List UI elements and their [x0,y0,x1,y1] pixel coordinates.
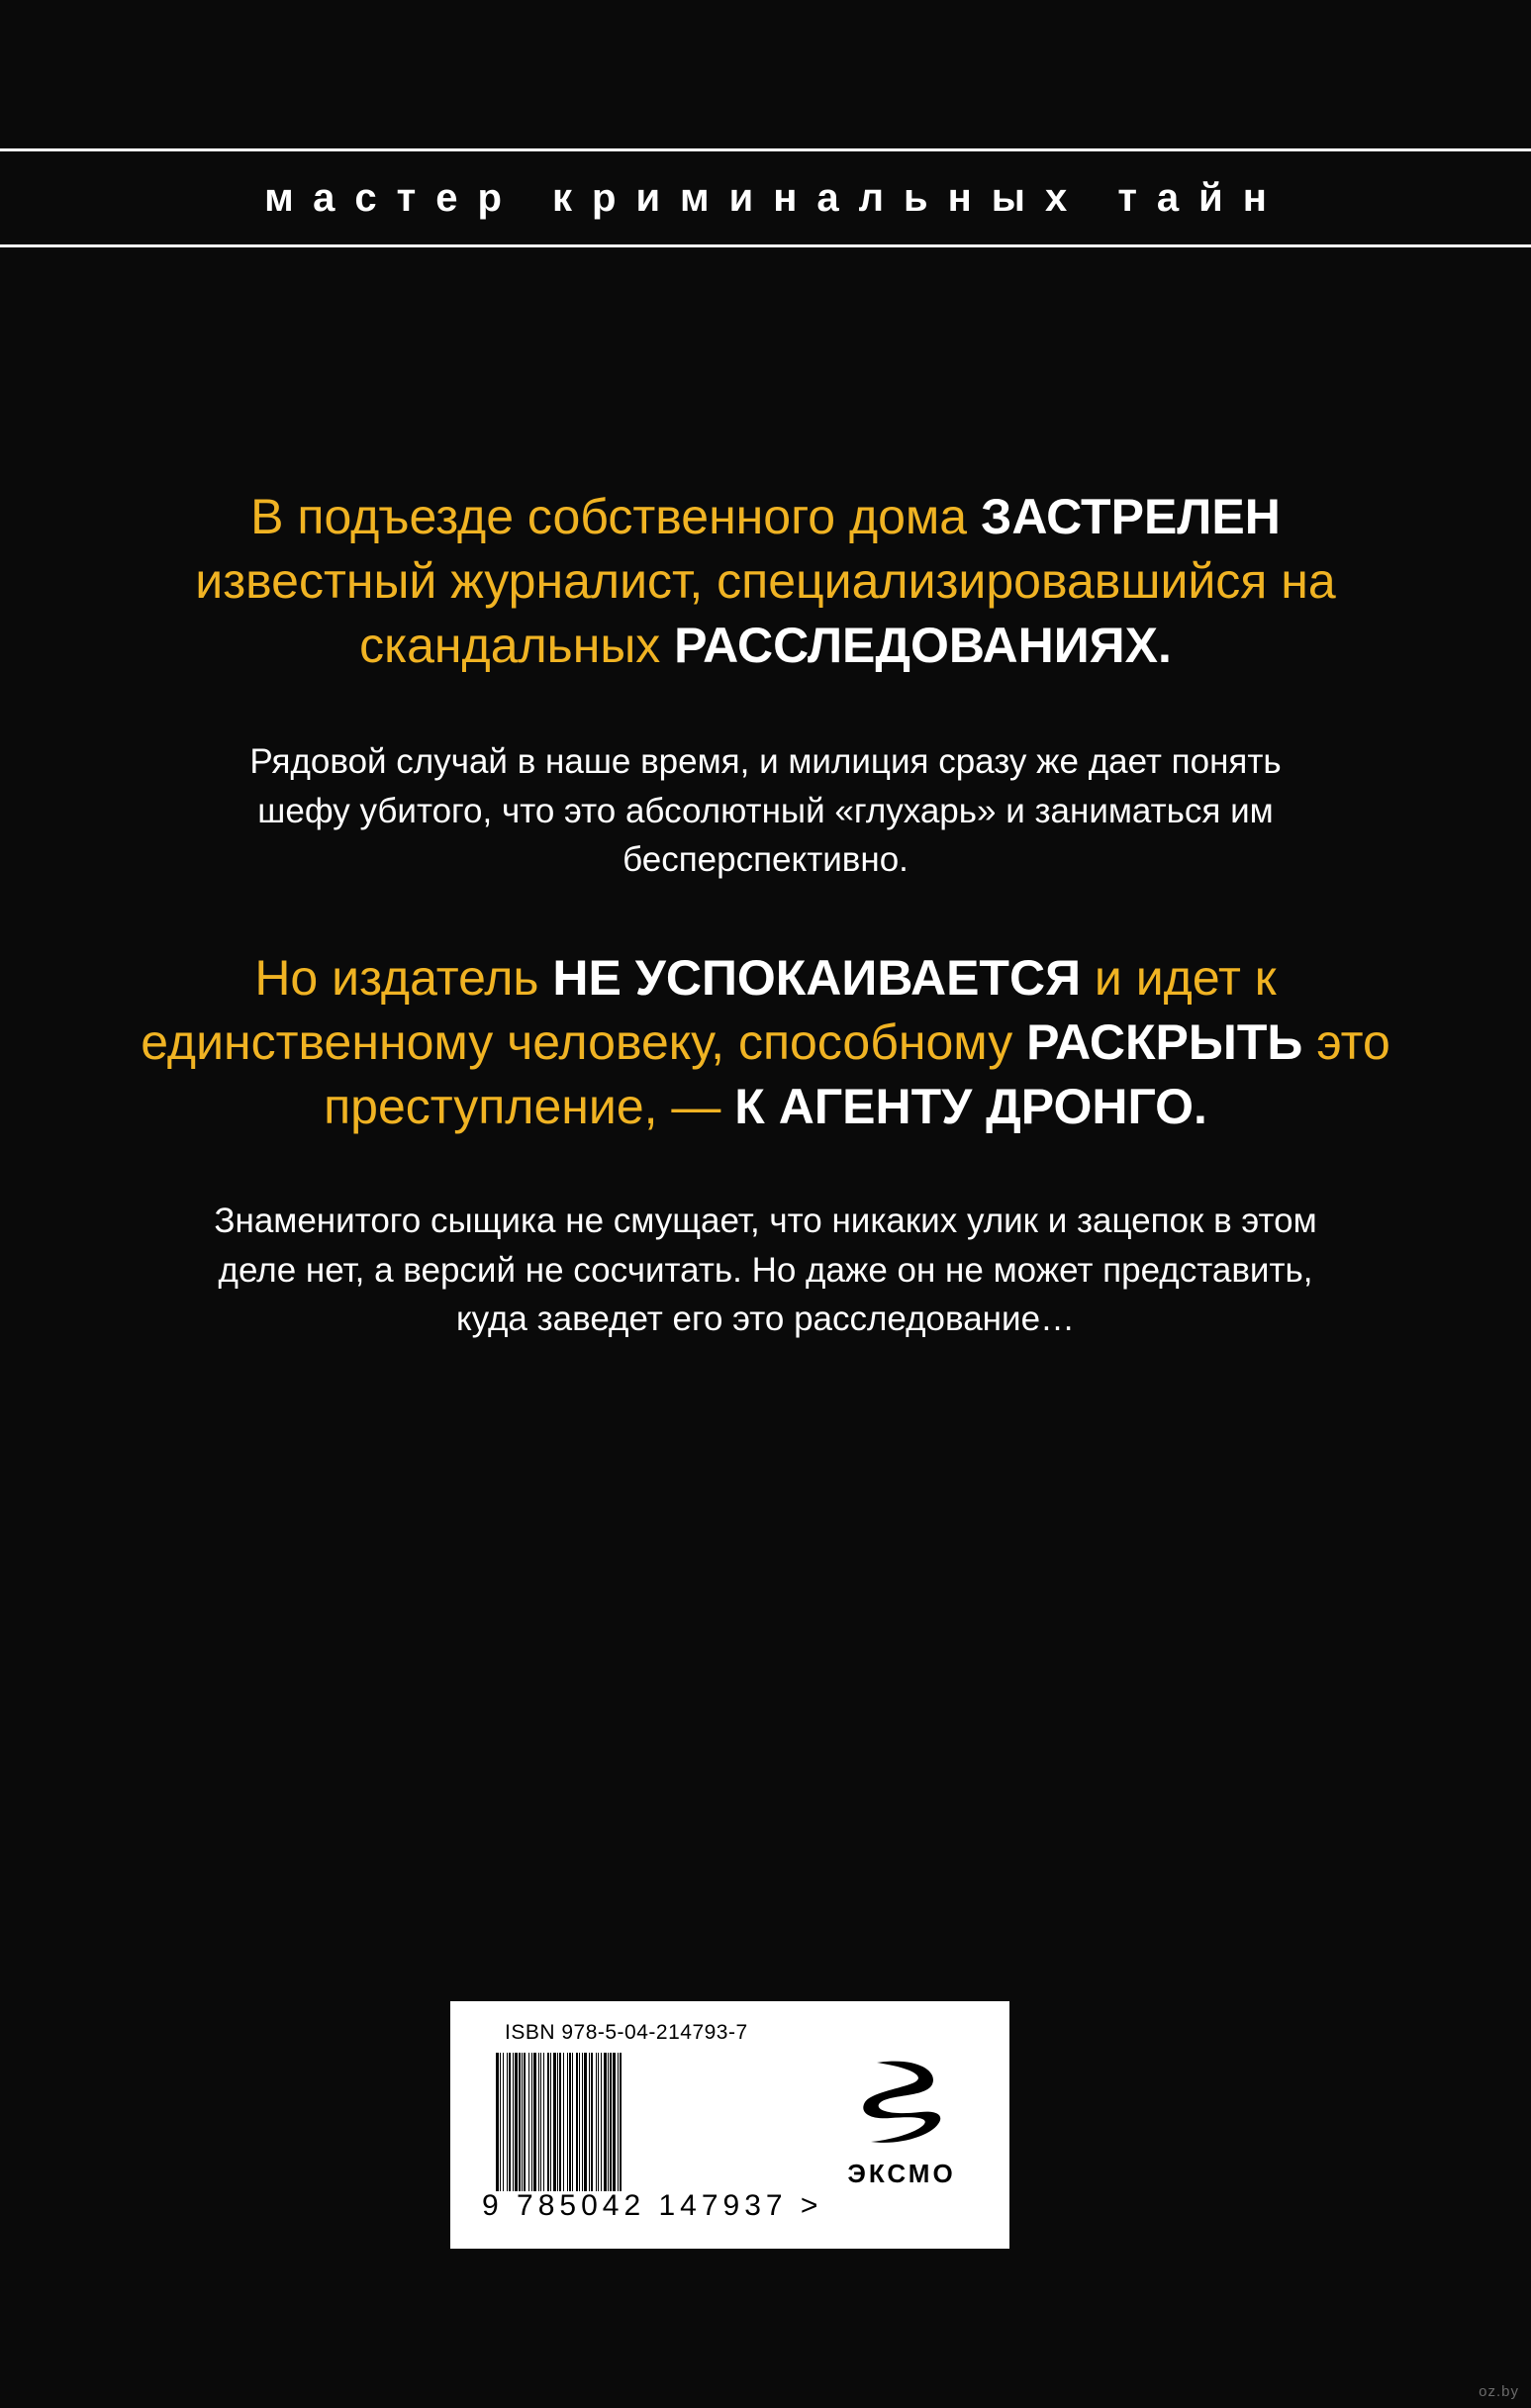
lead-bold-1: ЗАСТРЕЛЕН [981,489,1281,544]
series-label: мастер криминальных тайн [264,175,1287,220]
barcode-panel [450,2001,1009,2249]
blurb-lead-paragraph [99,485,1432,678]
publisher-name: ЭКСМО [847,2159,956,2188]
barcode-bars [496,2053,847,2191]
lead2-bold-2: РАСКРЫТЬ [1026,1014,1303,1071]
blurb-paragraph-2: Знаменитого сыщика не смущает, что никаких улик и зацепок в этом деле нет, а версий не сосчитать. Но даже он не может представить, куда заведет его это расследование… [214,1202,1317,1339]
lead-bold-2: РАССЛЕДОВАНИЯХ. [674,618,1172,673]
lead-part-2: известный журналист, специализировавшийся на скандальных [195,553,1336,673]
series-banner [0,148,1531,247]
lead2-part-1: Но издатель [254,950,553,1007]
eksmo-mark-icon [827,2051,976,2155]
publisher-logo [827,2051,976,2189]
isbn-label: ISBN 978-5-04-214793-7 [505,2021,748,2044]
blurb-paragraph-1: Рядовой случай в наше время, и милиция сразу же дает понять шефу убитого, что это абсолютный «глухарь» и заниматься им бесперспективно. [249,742,1282,880]
site-watermark: oz.by [1479,2383,1519,2400]
lead-part-1: В подъезде собственного дома [250,489,981,544]
lead2-bold-3: К АГЕНТУ ДРОНГО. [734,1079,1207,1135]
lead2-part-3: это преступление, — [324,1014,1390,1135]
blurb-block [99,485,1432,1344]
lead2-part-2: и идет к единственному человеку, способному [141,950,1277,1071]
barcode-digits: 9 785042 147937 > [482,2189,823,2222]
blurb-lead-paragraph-2 [99,946,1432,1139]
lead2-bold-1: НЕ УСПОКАИВАЕТСЯ [552,950,1082,1007]
